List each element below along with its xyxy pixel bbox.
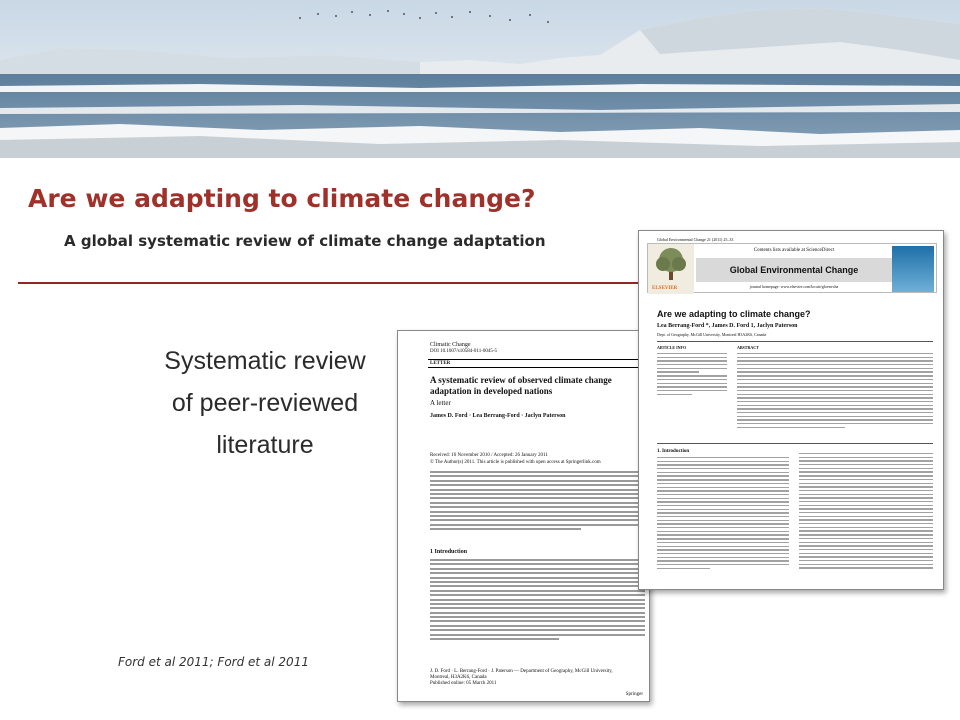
paper-abstract-text [430, 471, 645, 532]
elsevier-logo [648, 244, 694, 294]
intro-heading: 1. Introduction [657, 449, 690, 454]
paper-footer [430, 669, 630, 687]
paper-authors: Lea Berrang-Ford *, James D. Ford 1, Jaclyn Paterson [657, 323, 798, 329]
tree-icon [648, 244, 694, 284]
body-column-right [799, 453, 933, 571]
body-text [140, 340, 390, 466]
publisher-name: ELSEVIER [652, 286, 678, 291]
abstract-text [737, 353, 933, 430]
citation: Ford et al 2011; Ford et al 2011 [118, 655, 309, 669]
paper-subtitle: A letter [430, 399, 451, 407]
paper-footer-affiliation: J. D. Ford · L. Berrang-Ford · J. Paterson — Department of Geography, McGill University, Montreal, H3A2K6, Canada [430, 669, 613, 680]
paper-affiliation: Dept. of Geography, McGill University, Montreal H3A2K6, Canada [657, 332, 767, 337]
paper-section-label: LETTER [428, 359, 648, 368]
paper-intro-heading: 1 Introduction [430, 549, 468, 555]
paper-thumbnail-global-environmental-change [638, 230, 944, 590]
journal-homepage: journal homepage: www.elsevier.com/locate/gloenvcha [749, 284, 839, 289]
paper-authors: James D. Ford · Lea Berrang-Ford · Jaclyn Paterson [430, 413, 566, 419]
body-line: literature [216, 431, 314, 459]
paper-copyright: © The Author(s) 2011. This article is published with open access at Springerlink.com [430, 460, 601, 465]
paper-journal: Climatic Change [430, 342, 471, 348]
article-info-heading: ARTICLE INFO [657, 345, 687, 350]
journal-header [647, 243, 937, 293]
paper-published-date: Published online: 05 March 2011 [430, 681, 497, 686]
arctic-landscape-image [0, 0, 960, 158]
body-line: of peer-reviewed [171, 389, 359, 417]
paper-title: A systematic review of observed climate change adaptation in developed nations [430, 375, 612, 396]
paper-doi: DOI 10.1007/s10584-011-0045-5 [430, 349, 498, 354]
slide-title: Are we adapting to climate change? [28, 184, 536, 213]
divider [657, 443, 933, 444]
slide-subtitle: A global systematic review of climate change adaptation [64, 232, 546, 250]
title-divider [18, 282, 640, 284]
paper-title: Are we adapting to climate change? [657, 309, 811, 319]
paper-intro-text [430, 559, 645, 642]
divider [657, 341, 933, 342]
paper-citation-line: Global Environmental Change 21 (2011) 25–33 [657, 237, 734, 242]
paper-thumbnail-climatic-change [397, 330, 650, 702]
body-line: Systematic review [164, 347, 366, 375]
header-banner-photo [0, 0, 960, 158]
publisher-logo: Springer [625, 692, 643, 697]
journal-name: Global Environmental Change [696, 258, 892, 282]
abstract-heading: ABSTRACT [737, 345, 759, 350]
contents-line: Contents lists available at ScienceDirect [753, 248, 835, 253]
body-column-left [657, 457, 789, 571]
paper-received: Received: 16 November 2010 / Accepted: 26 January 2011 [430, 453, 548, 458]
journal-cover-image [892, 246, 934, 292]
article-info-text [657, 353, 727, 397]
